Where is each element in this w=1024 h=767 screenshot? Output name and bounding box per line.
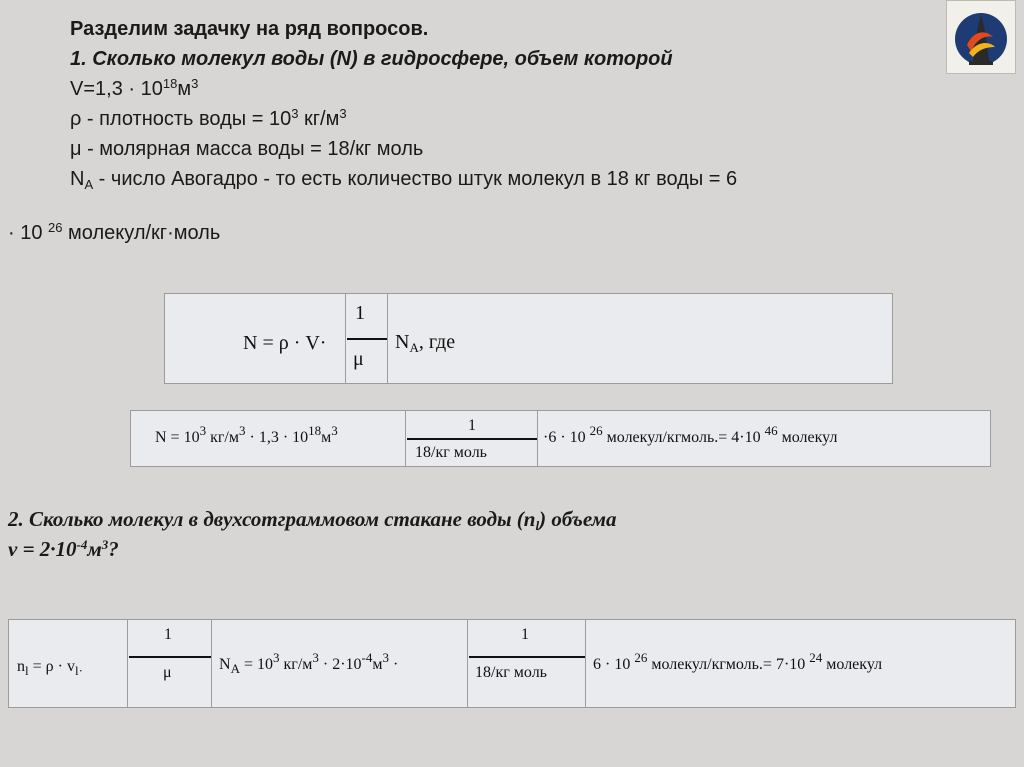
formula-2-box [130,410,991,467]
question-2 [8,504,617,564]
formula-3-box [8,619,1016,708]
volume-line: $V=1,3 \cdot 10^{18}м^3$ [70,76,199,100]
formula-3-denominator-1: μ [163,664,172,681]
question-2-line-1: 2. Сколько молекул в двухсотграммовом стакане воды $(n_l)$ объема [8,507,617,533]
formula-3-cell-1: $n_l = \rho \cdot v_{l\cdot}$ [17,658,83,678]
intro-block [70,14,970,194]
formula-3-numerator-1: 1 [164,626,172,643]
formula-3-cell-3: $N_A = 10^3$ $кг/м^3 \cdot 2\cdot 10^{-4}м^3$ · [219,650,399,676]
formula-1-box [164,293,893,384]
molar-mass-line: μ - молярная масса воды = 18/кг моль [70,138,424,160]
avogadro-line-continued: · 10 $^{26}$ молекул/кг·моль [8,220,221,244]
avogadro-line: $N_A$ - число Авогадро - то есть количество штук молекул в 18 кг воды = 6 [70,168,738,192]
heading: Разделим задачку на ряд вопросов. [70,18,429,40]
formula-2-denominator: 18/кг моль [415,444,487,461]
question-2-line-2: $v = 2\cdot 10^{-4}м^3$? [8,537,119,561]
formula-1-numerator: 1 [355,302,365,324]
formula-1-left: N = ρ · V· [243,332,327,354]
formula-2-numerator: 1 [468,417,476,434]
formula-3-denominator-2: 18/кг моль [475,664,547,681]
formula-1-right: $N_A$, где [395,331,456,355]
formula-1-denominator: μ [353,348,364,370]
formula-3-cell-5: 6 · 10 $^{26}$ молекул/кгмоль.= 7·10 $^{24}$ молекул [593,650,883,673]
formula-2-right: ·6 · 10 $^{26}$ молекул/кгмоль.= 4·10 $^{46}$ молекул [543,423,838,446]
formula-2-left: $N = 10^3$ $кг/м^3 \cdot 1,3 \cdot 10^{18}м^3$ [155,423,338,446]
question-1: 1. Сколько молекул воды (N) в гидросфере, объем которой [70,48,673,70]
density-line: ρ - плотность воды = $10^3$ $кг/м^3$ [70,106,347,130]
formula-3-numerator-2: 1 [521,626,529,643]
